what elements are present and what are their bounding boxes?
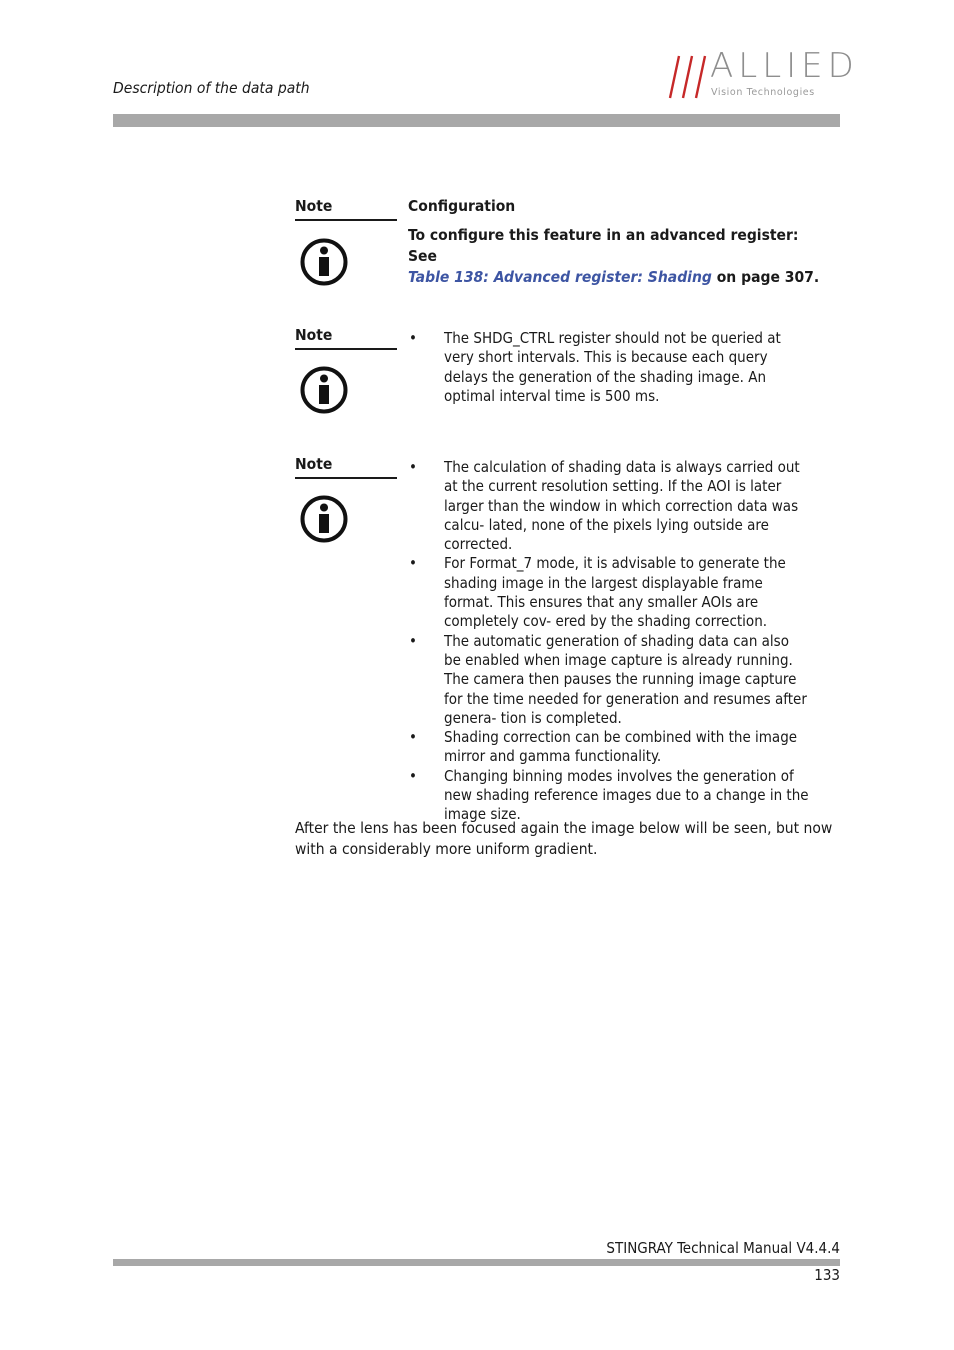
list-item: • The automatic generation of shading data can also be enabled when image capture is already running. The camera then pauses the running image capture for the time needed for generation and resumes after genera- tion is completed. <box>409 631 807 727</box>
info-icon <box>299 365 349 415</box>
header-rule <box>113 114 840 127</box>
allied-logo <box>668 46 859 100</box>
bullet-icon: • <box>409 458 417 476</box>
note-label: Note <box>295 455 333 473</box>
table-reference-link[interactable]: Table 138: Advanced register: Shading <box>408 268 712 286</box>
note-label: Note <box>295 326 333 344</box>
info-icon <box>299 494 349 544</box>
list-item: • For Format_7 mode, it is advisable to generate the shading image in the largest displayable frame format. This ensures that any smaller AOIs are completely cov- ered by the shading correction. <box>409 554 786 631</box>
note-bullet-list <box>409 329 809 406</box>
bullet-icon: • <box>409 766 417 785</box>
info-icon <box>299 237 349 287</box>
note-divider <box>295 477 397 479</box>
note-divider <box>295 348 397 350</box>
note-heading: Configuration <box>408 197 516 215</box>
note-bullet-list <box>409 458 809 825</box>
body-paragraph: After the lens has been focused again the image below will be seen, but now with a considerably more uniform gradient. <box>295 819 833 858</box>
footer-rule <box>113 1259 840 1266</box>
bullet-icon: • <box>409 631 417 650</box>
list-item: • The calculation of shading data is always carried out at the current resolution setting. If the AOI is later larger than the window in which correction data was calcu- lated, none of the pixels lying outside are corrected. <box>409 458 800 554</box>
note-label: Note <box>295 197 333 215</box>
list-item: • Shading correction can be combined with the image mirror and gamma functionality. <box>409 728 798 766</box>
note-body-page: on page 307. <box>711 268 820 286</box>
section-title: Description of the data path <box>113 79 310 97</box>
list-item: • The SHDG_CTRL register should not be queried at very short intervals. This is because each query delays the generation of the shading image. An optimal interval time is 500 ms. <box>409 329 781 405</box>
page-number: 133 <box>814 1266 840 1284</box>
note-body <box>408 225 828 288</box>
note-divider <box>295 219 397 221</box>
logo-subtitle: Vision Technologies <box>711 87 815 98</box>
logo-wordmark: ALLIED <box>710 46 859 86</box>
list-item: • Changing binning modes involves the generation of new shading reference images due to a change in the image size. <box>409 766 809 824</box>
bullet-icon: • <box>409 554 417 573</box>
note-body-text: To configure this feature in an advanced register: See <box>408 226 799 265</box>
bullet-icon: • <box>409 329 417 347</box>
logo-slashes-icon <box>668 54 712 100</box>
bullet-icon: • <box>409 728 417 747</box>
footer-manual-title: STINGRAY Technical Manual V4.4.4 <box>606 1239 840 1257</box>
